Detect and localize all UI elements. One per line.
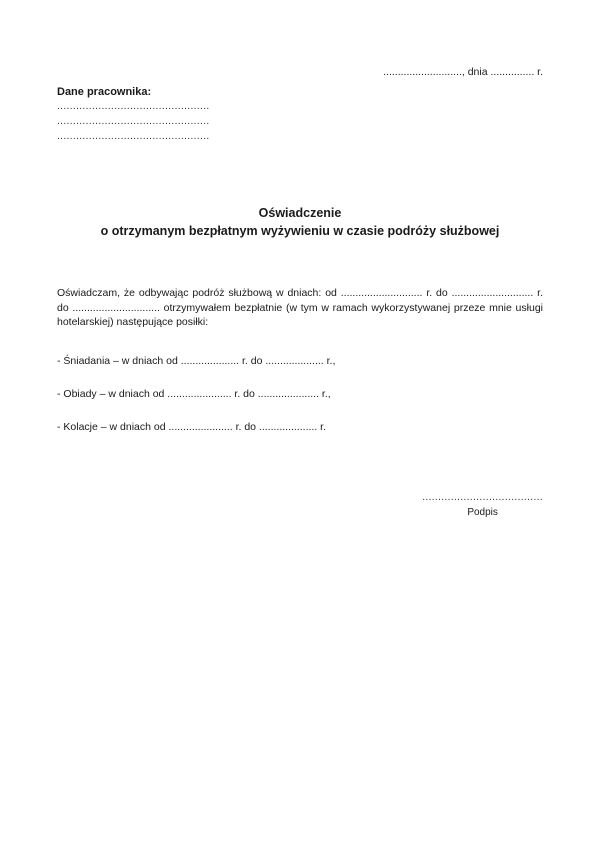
document-title-main: Oświadczenie [258,206,342,220]
statement-paragraph: Oświadczam, że odbywając podróż służbową w dniach: od ............................ r. do ............................ r. do .............................. otrzymywałem bezpłatnie (w tym w ramach wykorzystywanej przeze mnie usługi hotelarskiej) następujące posiłki: [57,287,543,328]
document-title-subtitle: o otrzymanym bezpłatnym wyżywieniu w czasie podróży służbowej [100,224,500,238]
meal-line-lunch: - Obiady – w dniach od ...................... r. do ..................... r., [57,387,331,400]
date-place-line: ..........................., dnia ............... r. [383,66,543,78]
meal-line-breakfast: - Śniadania – w dniach od .................... r. do .................... r., [57,354,336,367]
meal-line-dinner: - Kolacje – w dniach od ...................... r. do .................... r. [57,420,327,433]
signature-area [422,491,543,519]
signature-fill-line: ...................................... [422,491,543,503]
employee-fill-line-2: ................................................ [57,116,210,127]
meals-list [57,355,543,434]
signature-block [57,491,543,520]
employee-data-label: Dane pracownika: [57,86,152,98]
employee-fill-line-1: ................................................ [57,101,210,112]
signature-label: Podpis [467,506,498,518]
document-title [57,204,543,240]
employee-fill-line-3: ................................................ [57,131,210,142]
employee-data-block [57,85,543,144]
